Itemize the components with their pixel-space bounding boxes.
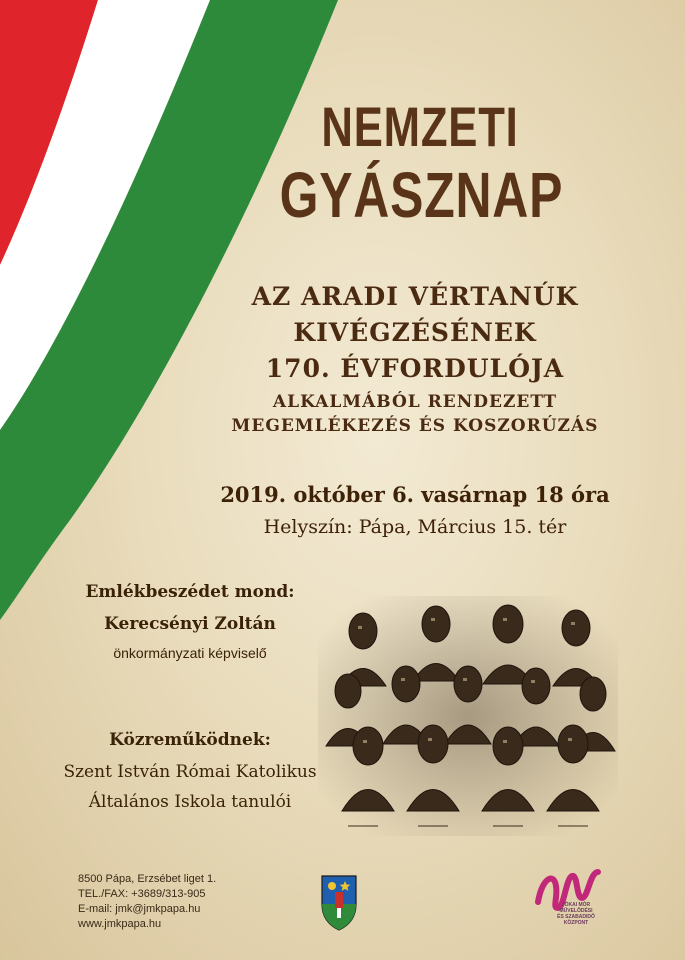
city-coat-of-arms-icon xyxy=(318,870,360,932)
title-line-1: NEMZETI xyxy=(321,95,519,158)
contact-email: E-mail: jmk@jmkpapa.hu xyxy=(78,903,201,915)
event-location: Helyszín: Pápa, Március 15. tér xyxy=(263,516,567,538)
logo-text: JÓKAI MÓR MŰVELŐDÉSI ÉS SZABADIDŐ KÖZPONT xyxy=(557,902,595,926)
contact-info xyxy=(78,872,216,932)
martyrs-portrait-illustration xyxy=(318,596,618,836)
contributors-line-1: Szent István Római Katolikus xyxy=(63,762,317,782)
contact-address: 8500 Pápa, Erzsébet liget 1. xyxy=(78,873,217,885)
subtitle-line-1: AZ ARADI VÉRTANÚK xyxy=(251,282,579,311)
event-date: 2019. október 6. vasárnap 18 óra xyxy=(220,482,610,507)
subtitle-line-4: ALKALMÁBÓL RENDEZETT xyxy=(272,392,558,412)
subtitle-line-5: MEGEMLÉKEZÉS ÉS KOSZORÚZÁS xyxy=(231,416,599,436)
contributors-heading: Közreműködnek: xyxy=(109,730,271,750)
speaker-name: Kerecsényi Zoltán xyxy=(104,614,276,634)
speaker-role: önkormányzati képviselő xyxy=(113,645,267,661)
contact-website: www.jmkpapa.hu xyxy=(78,918,162,930)
subtitle-line-2: KIVÉGZÉSÉNEK xyxy=(293,318,537,347)
title-line-2: GYÁSZNAP xyxy=(279,159,564,231)
subtitle-line-3: 170. ÉVFORDULÓJA xyxy=(265,354,565,383)
speaker-heading: Emlékbeszédet mond: xyxy=(85,582,295,602)
contributors-line-2: Általános Iskola tanulói xyxy=(88,792,292,812)
contact-phone: TEL./FAX: +3689/313-905 xyxy=(78,888,206,900)
